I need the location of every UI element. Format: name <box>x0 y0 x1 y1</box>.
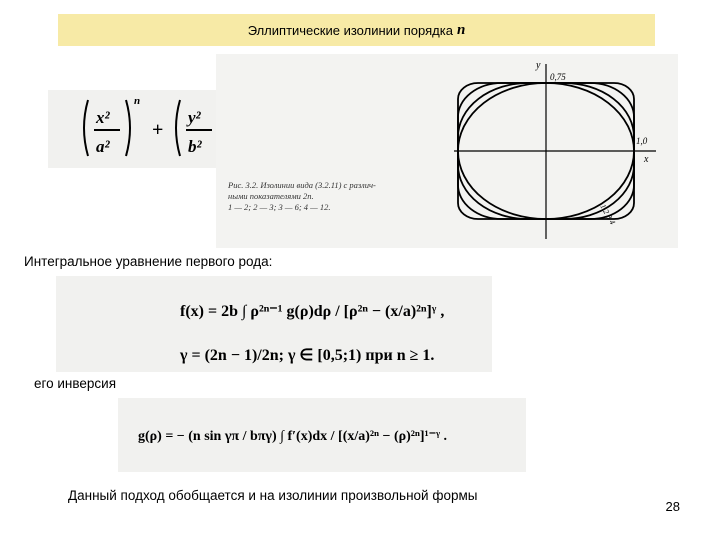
formula1-term1-numerator: x² <box>96 108 110 127</box>
formula2-line1: f(x) = 2b ∫ ρ²ⁿ⁻¹ g(ρ)dρ / [ρ²ⁿ − (x/a)²ⁿ]ᵞ , <box>180 303 445 320</box>
conclusion-text: Данный подход обобщается и на изолинии произвольной формы <box>68 488 478 503</box>
integral-equation-formula-image <box>56 276 492 372</box>
formula1-term1-denominator: a² <box>96 137 110 156</box>
page-number: 28 <box>665 499 680 514</box>
caption-line-3: 1 — 2; 2 — 3; 3 — 6; 4 — 12. <box>228 202 331 212</box>
formula1-exponent-1: n <box>134 95 141 107</box>
slide-title-bar <box>58 14 655 46</box>
formula3-line: g(ρ) = − (n sin γπ / bπγ) ∫ f′(x)dx / [(x/a)²ⁿ − (ρ)²ⁿ]¹⁻ᵞ . <box>138 429 448 444</box>
inversion-label: его инверсия <box>34 376 117 391</box>
inversion-formula-image <box>118 398 526 472</box>
slide-title-variable: n <box>456 21 466 38</box>
figure-caption <box>228 180 428 213</box>
formula1-term2-numerator: y² <box>188 108 201 127</box>
figure-x-axis-label: x <box>644 154 649 165</box>
figure-x-tick: 1,0 <box>636 136 648 146</box>
integral-equation-label: Интегральное уравнение первого рода: <box>24 254 273 269</box>
caption-line-2: ными показателями 2n. <box>228 191 314 201</box>
figure-curve-labels: 1 2 3 4 <box>598 202 618 227</box>
svg-text:+: + <box>152 119 164 141</box>
slide-title: Эллиптические изолинии порядка <box>247 22 453 38</box>
formula1-term2-denominator: b² <box>188 137 202 156</box>
formula2-line2: γ = (2n − 1)/2n; γ ∈ [0,5;1) при n ≥ 1. <box>180 347 435 364</box>
figure-y-axis-label: y <box>536 60 541 71</box>
figure-y-tick: 0,75 <box>550 72 566 82</box>
isoline-figure <box>216 54 678 248</box>
caption-line-1: Рис. 3.2. Изолинии вида (3.2.11) с различ- <box>228 180 376 190</box>
